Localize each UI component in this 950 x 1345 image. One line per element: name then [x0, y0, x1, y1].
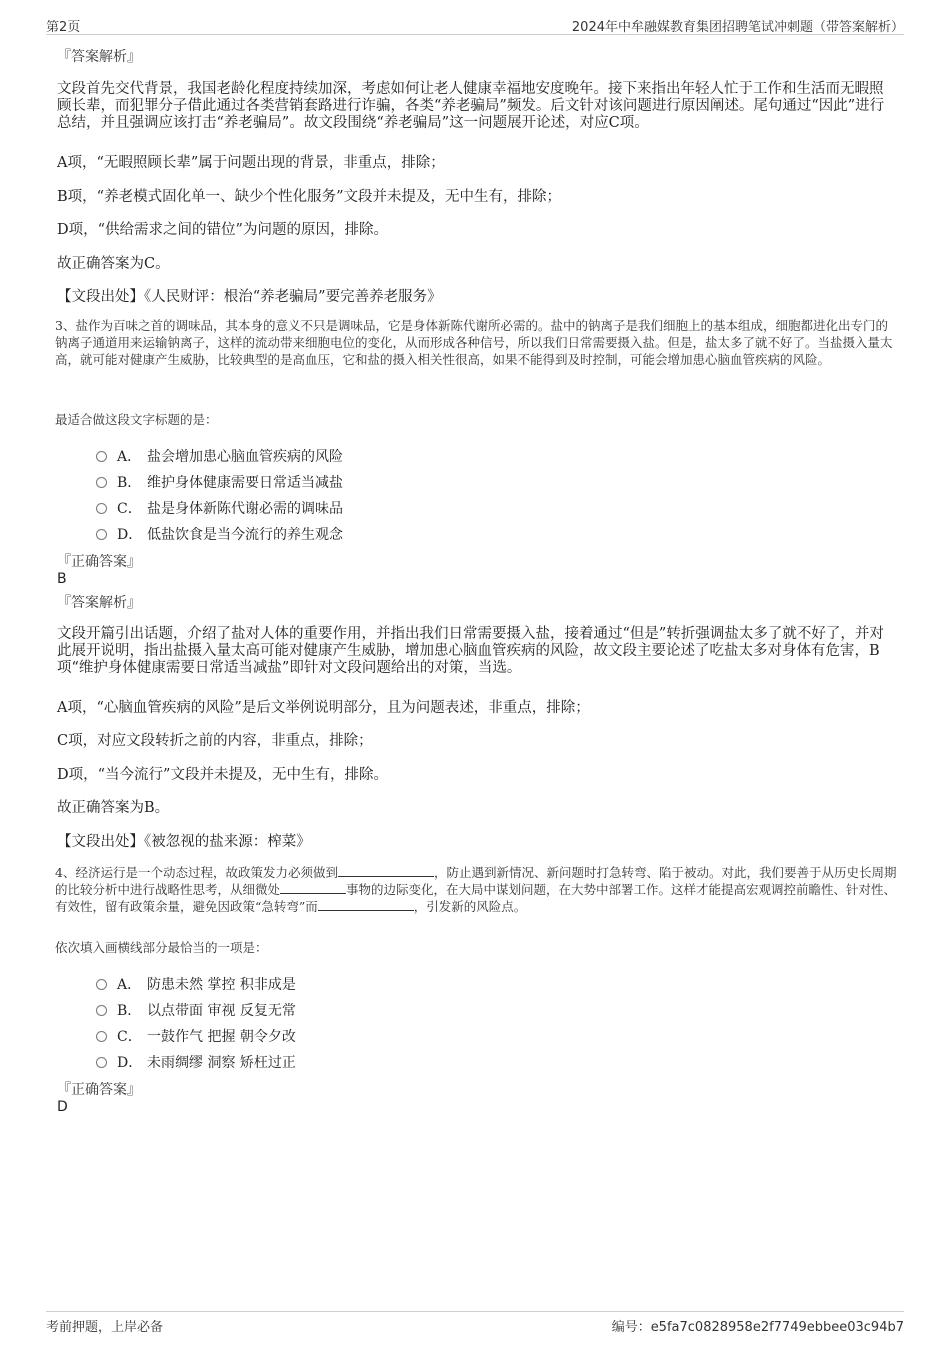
analysis-line: B项，“养老模式固化单一、缺少个性化服务”文段并未提及，无中生有，排除；	[57, 189, 561, 205]
document-id: 编号：e5fa7c0828958e2f7749ebbee03c94b7	[611, 1320, 904, 1335]
option-c[interactable]: C． 盐是身体新陈代谢必需的调味品	[96, 498, 343, 518]
option-b[interactable]: B． 以点带面 审视 反复无常	[96, 1000, 296, 1020]
radio-button[interactable]	[96, 451, 107, 462]
analysis-line: A项，“心脑血管疾病的风险”是后文举例说明部分，且为问题表述，非重点，排除；	[57, 700, 590, 716]
radio-button[interactable]	[96, 477, 107, 488]
option-a[interactable]: A． 防患未然 掌控 积非成是	[96, 974, 296, 994]
radio-button[interactable]	[96, 503, 107, 514]
analysis-label: 『答案解析』	[57, 49, 141, 65]
question-prompt: 最适合做这段文字标题的是：	[55, 412, 218, 427]
option-b[interactable]: B． 维护身体健康需要日常适当减盐	[96, 472, 343, 492]
question-stem: 3、盐作为百味之首的调味品，其本身的意义不只是调味品，它是身体新陈代谢所必需的。盐中的钠离子是我们细胞上的基本组成，细胞都进化出专门的钠离子通道用来运输钠离子，这样的流动带来细胞电位的变化，从而形成各种信号，所以我们日常需要摄入盐。但是，盐太多了就不好了。当盐摄入量太高，就可能对健康产生威胁，比较典型的是高血压，它和盐的摄入相关性很高，如果不能得到及时控制，可能会增加患心脑血管疾病的风险。	[55, 318, 893, 367]
question-stem: 4、经济运行是一个动态过程，故政策发力必须做到 ，防止遇到新情况、新问题时打急转弯、陷于被动。对此，我们要善于从历史长周期的比较分析中进行战略性思考，从细微处 事物的边际变化，在大局中谋划问题，在大势中部署工作。这样才能提高宏观调控前瞻性、针对性、有效性，留有政策余量，避免因政策“急转弯”而 ，引发新的风险点。	[55, 865, 897, 914]
correct-answer-label: 『正确答案』	[57, 1082, 141, 1098]
fill-blank-3	[318, 898, 414, 911]
fill-blank-1	[338, 864, 434, 877]
option-d[interactable]: D． 未雨绸缪 洞察 矫枉过正	[96, 1052, 296, 1072]
footer-slogan: 考前押题，上岸必备	[46, 1320, 164, 1335]
analysis-line: D项，“当今流行”文段并未提及，无中生有，排除。	[57, 767, 388, 783]
analysis-label: 『答案解析』	[57, 595, 141, 611]
page-header	[46, 14, 904, 35]
radio-button[interactable]	[96, 979, 107, 990]
radio-button[interactable]	[96, 1057, 107, 1068]
document-title: 2024年中牟融媒教育集团招聘笔试冲刺题（带答案解析）	[571, 20, 904, 35]
analysis-text: 文段开篇引出话题，介绍了盐对人体的重要作用，并指出我们日常需要摄入盐，接着通过“但是”转折强调盐太多了就不好了，并对此展开说明，指出盐摄入量太高可能对健康产生威胁，增加患心脑血管疾病的风险，故文段主要论述了吃盐太多对身体有危害，B项“维护身体健康需要日常适当减盐”即针对文段问题给出的对策，当选。	[57, 626, 884, 676]
radio-button[interactable]	[96, 1031, 107, 1042]
analysis-line: D项，“供给需求之间的错位”为问题的原因，排除。	[57, 222, 388, 238]
option-d[interactable]: D． 低盐饮食是当今流行的养生观念	[96, 524, 343, 544]
page-footer	[46, 1311, 904, 1334]
fill-blank-2	[280, 881, 346, 894]
page-number: 第2页	[46, 20, 81, 35]
radio-button[interactable]	[96, 529, 107, 540]
source-line: 【文段出处】《被忽视的盐来源：榨菜》	[57, 834, 311, 850]
option-c[interactable]: C． 一鼓作气 把握 朝令夕改	[96, 1026, 296, 1046]
analysis-text: 文段首先交代背景，我国老龄化程度持续加深，考虑如何让老人健康幸福地安度晚年。接下来指出年轻人忙于工作和生活而无暇照顾长辈，而犯罪分子借此通过各类营销套路进行诈骗，各类“养老骗局”频发。后文针对该问题进行原因阐述。尾句通过“因此”进行总结，并且强调应该打击“养老骗局”。故文段围绕“养老骗局”这一问题展开论述，对应C项。	[57, 81, 885, 131]
correct-answer: B	[57, 571, 67, 587]
correct-answer: D	[57, 1099, 68, 1115]
analysis-line: C项，对应文段转折之前的内容，非重点，排除；	[57, 733, 373, 749]
source-line: 【文段出处】《人民财评：根治“养老骗局”要完善养老服务》	[57, 289, 442, 305]
correct-answer-label: 『正确答案』	[57, 554, 141, 570]
conclusion-line: 故正确答案为C。	[57, 256, 170, 272]
analysis-line: A项，“无暇照顾长辈”属于问题出现的背景，非重点，排除；	[57, 155, 445, 171]
radio-button[interactable]	[96, 1005, 107, 1016]
option-a[interactable]: A． 盐会增加患心脑血管疾病的风险	[96, 446, 343, 466]
question-prompt: 依次填入画横线部分最恰当的一项是：	[55, 940, 268, 955]
conclusion-line: 故正确答案为B。	[57, 800, 170, 816]
